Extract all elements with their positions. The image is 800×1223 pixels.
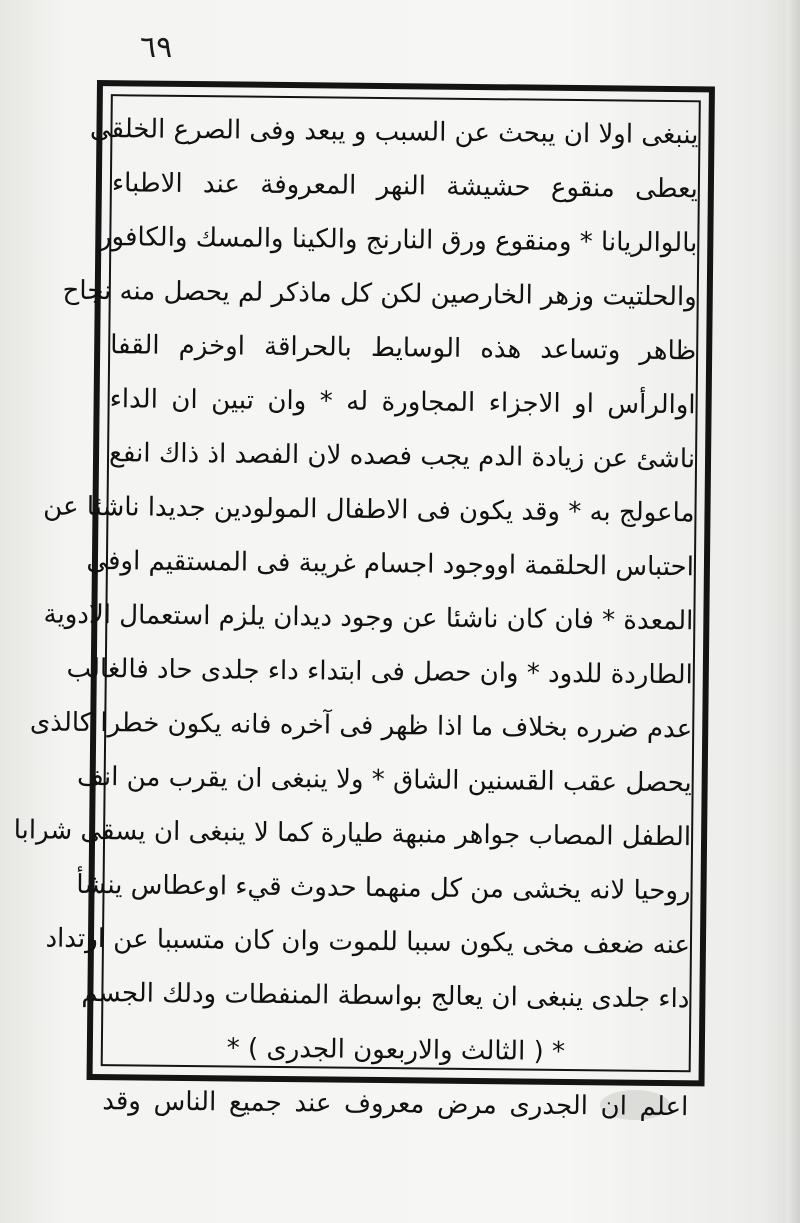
text-line: يعطى منقوع حشيشة النهر المعروفة عند الاطباء bbox=[111, 168, 699, 205]
text-line: عدم ضرره بخلاف ما اذا ظهر فى آخره فانه يكون خطرا كالذى bbox=[29, 707, 693, 745]
text-line: الطفل المصاب جواهر منبهة طيارة كما لا ينبغى ان يسقى شرابا bbox=[13, 815, 692, 853]
text-line: ماعولج به * وقد يكون فى الاطفال المولودين جديدا ناشئا عن bbox=[43, 491, 695, 529]
text-line: بالوالريانا * ومنقوع ورق النارنج والكينا والمسك والكافور bbox=[98, 222, 698, 259]
text-line: عنه ضعف مخى يكون سببا للموت وان كان متسببا عن ارتداد bbox=[45, 923, 691, 961]
text-line: داء جلدى ينبغى ان يعالج بواسطة المنفطات ودلك الجسم bbox=[81, 977, 690, 1015]
text-line: روحيا لانه يخشى من كل منهما حدوث قيء اوعطاس ينشأ bbox=[76, 869, 691, 907]
text-line: ظاهر وتساعد هذه الوسايط بالحراقة اوخزم القفا bbox=[110, 330, 697, 367]
text-line: اوالرأس او الاجزاء المجاورة له * وان تبين ان الداء bbox=[109, 384, 696, 421]
text-line: ناشئ عن زيادة الدم يجب فصده لان الفصد اذ ذاك انفع bbox=[108, 438, 696, 475]
text-line: اعلم ان الجدرى مرض معروف عند جميع الناس وقد bbox=[102, 1086, 689, 1123]
text-body bbox=[13, 102, 699, 1123]
text-line: يحصل عقب القسنين الشاق * ولا ينبغى ان يقرب من انف bbox=[76, 761, 692, 799]
text-line: ينبغى اولا ان يبحث عن السبب و يبعد وفى الصرع الخلقى bbox=[89, 113, 699, 151]
text-line: الطاردة للدود * وان حصل فى ابتداء داء جلدى حاد فالغالب bbox=[66, 653, 693, 691]
page-number: ٦٩ bbox=[140, 30, 173, 65]
text-line: والحلتيت وزهر الخارصين لكن كل ماذكر لم يحصل منه نجاح bbox=[62, 275, 697, 313]
text-frame bbox=[13, 80, 715, 1123]
text-line: المعدة * فان كان ناشئا عن وجود ديدان يلزم استعمال الادوية bbox=[43, 599, 694, 637]
section-heading: * ( الثالث والاربعون الجدرى ) * bbox=[226, 1033, 566, 1067]
text-line: احتباس الحلقمة اووجود اجسام غريبة فى المستقيم اوفى bbox=[86, 545, 695, 583]
page-edge bbox=[786, 0, 800, 1223]
